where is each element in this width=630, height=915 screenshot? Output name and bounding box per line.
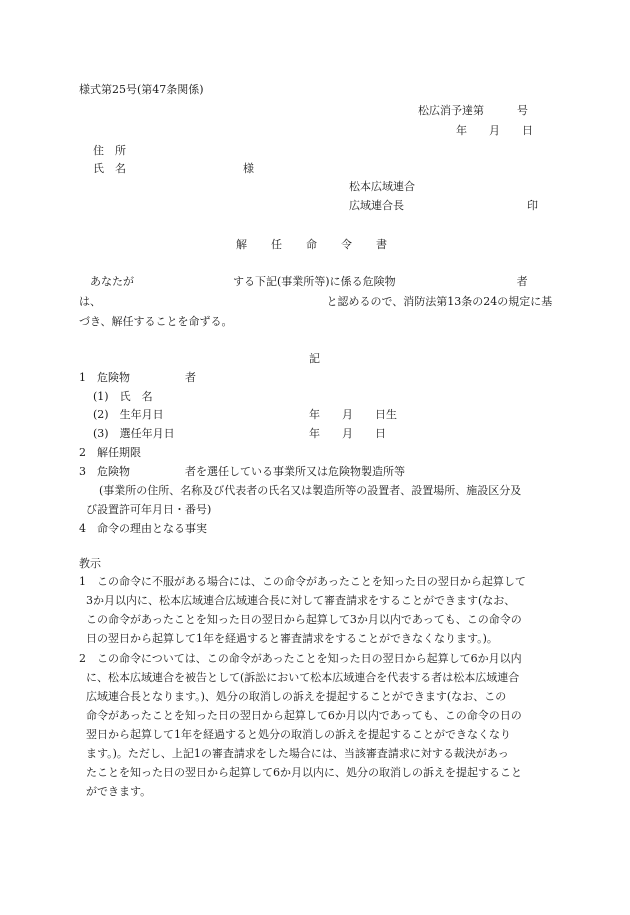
body-line: づき、解任することを命ずる。 [79,315,233,328]
seal-mark: 印 [527,199,538,212]
notice-line: この命令に不服がある場合には、この命令があったことを知った日の翌日から起算して [86,575,526,588]
item-1-1: (1) 氏 名 [93,390,153,403]
title-char: 令 [341,238,352,251]
item-4: 4 命令の理由となる事実 [79,522,207,535]
notice-line: に、松本広域連合を被告として(訴訟において松本広域連合を代表する者は松本広域連合 [86,671,520,684]
title-char: 書 [376,238,387,251]
notice-line: 命令があったことを知った日の翌日から起算して6か月以内であっても、この命令の日の [86,709,522,722]
notice-2-number: 2 [79,652,86,665]
ki-heading: 記 [309,352,320,365]
notice-line: ができます。 [86,785,152,798]
item-2: 2 解任期限 [79,446,141,459]
notice-line: この命令については、この命令があったことを知った日の翌日から起算して6か月以内 [86,652,522,665]
notice-line: ます。)。ただし、上記1の審査請求をした場合には、当該審査請求に対する裁決があっ [86,747,509,760]
issuer-head: 広域連合長 [349,199,404,212]
name-label: 氏 名 [93,162,126,175]
document-title [236,239,399,250]
notice-line: たことを知った日の翌日から起算して6か月以内に、処分の取消しの訴えを提起すること [86,766,522,779]
address-label: 住 所 [93,144,126,157]
item-1: 1 危険物 者 [79,371,196,384]
document-number: 松広消予達第 号 [418,104,528,117]
form-number: 様式第25号(第47条関係) [79,83,204,96]
body-line: は、 と認めるので、消防法第13条の24の規定に基 [79,295,553,308]
notice-line: 広域連合長となります。)、処分の取消しの訴えを提起することができます(なお、この [86,690,507,703]
notice-line: この命令があったことを知った日の翌日から起算して3か月以内であっても、この命令の [86,613,522,626]
item-3-note: び設置許可年月日・番号) [86,503,212,516]
notice-line: 日の翌日から起算して1年を経過すると審査請求をすることができなくなります。)。 [86,632,498,645]
honorific-sama: 様 [243,162,254,175]
notice-line: 翌日から起算して1年を経過すると処分の取消しの訴えを提起することができなくなり [86,728,511,741]
title-char: 命 [306,238,317,251]
item-1-2-date: 年 月 日生 [309,408,397,421]
title-char: 任 [271,238,282,251]
notice-heading: 教示 [79,557,101,570]
item-3: 3 危険物 者を選任している事業所又は危険物製造所等 [79,465,405,478]
notice-1-number: 1 [79,575,86,588]
issue-date: 年 月 日 [456,124,533,137]
body-line: あなたが する下記(事業所等)に係る危険物 者 [79,275,528,288]
issuer-organization: 松本広域連合 [349,180,415,193]
item-3-note: (事業所の住所、名称及び代表者の氏名又は製造所等の設置者、設置場所、施設区分及 [99,484,522,497]
item-1-3-date: 年 月 日 [309,427,386,440]
notice-line: 3か月以内に、松本広域連合広域連合長に対して審査請求をすることができます(なお、 [86,594,516,607]
title-char: 解 [236,238,247,251]
item-1-3: (3) 選任年月日 [93,427,175,440]
item-1-2: (2) 生年月日 [93,408,164,421]
